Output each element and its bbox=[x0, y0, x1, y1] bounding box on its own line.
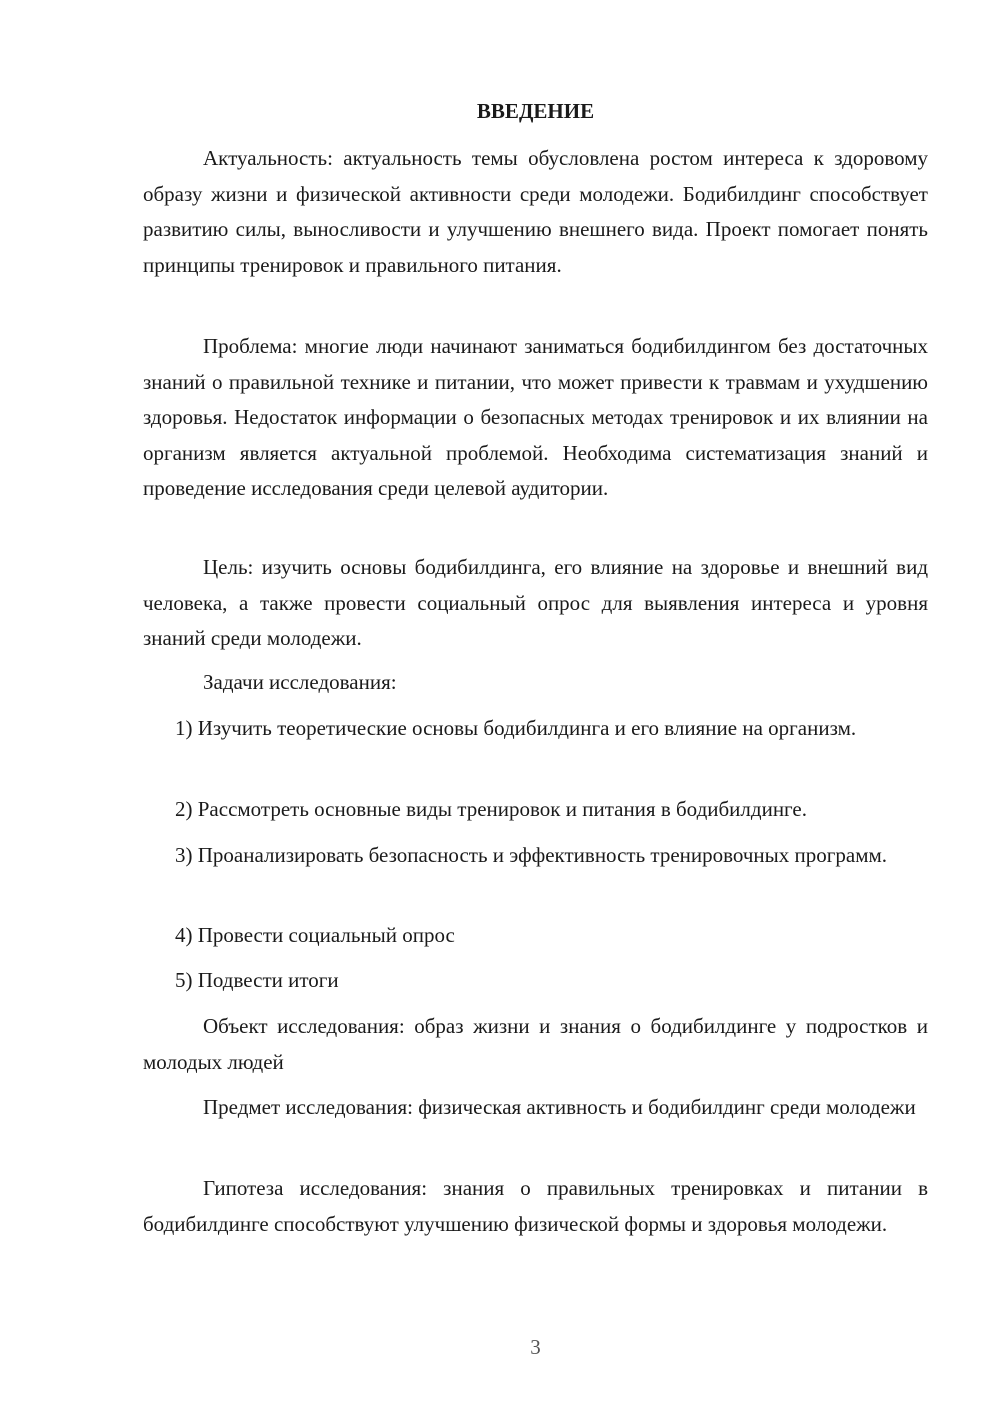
task-item-3: 3) Проанализировать безопасность и эффективность тренировочных программ. bbox=[175, 843, 888, 867]
task-item-2: 2) Рассмотреть основные виды тренировок и питания в бодибилдинге. bbox=[175, 797, 807, 821]
paragraph-subject: Предмет исследования: физическая активность и бодибилдинг среди молодежи bbox=[203, 1095, 916, 1119]
section-title: ВВЕДЕНИЕ bbox=[476, 99, 595, 123]
document-page bbox=[143, 0, 928, 1414]
paragraph-tasks-heading: Задачи исследования: bbox=[203, 670, 397, 694]
paragraph-problem: Проблема: многие люди начинают заниматься бодибилдингом без достаточных знаний о правильной технике и питании, что может привести к травмам и ухудшению здоровья. Недостаток информации о безопасных методах тренировок и их влиянии на организм является актуальной проблемой. Необходима систематизация знаний и проведение исследования среди целевой аудитории. bbox=[143, 334, 928, 500]
paragraph-goal: Цель: изучить основы бодибилдинга, его влияние на здоровье и внешний вид человека, а также провести социальный опрос для выявления интереса и уровня знаний среди молодежи. bbox=[143, 555, 928, 650]
task-item-5: 5) Подвести итоги bbox=[175, 968, 339, 992]
page-number: 3 bbox=[530, 1335, 541, 1359]
task-item-4: 4) Провести социальный опрос bbox=[175, 923, 455, 947]
paragraph-hypothesis: Гипотеза исследования: знания о правильных тренировках и питании в бодибилдинге способствуют улучшению физической формы и здоровья молодежи. bbox=[143, 1176, 928, 1236]
task-item-1: 1) Изучить теоретические основы бодибилдинга и его влияние на организм. bbox=[175, 716, 857, 740]
paragraph-object: Объект исследования: образ жизни и знания о бодибилдинге у подростков и молодых людей bbox=[143, 1014, 928, 1074]
paragraph-relevance: Актуальность: актуальность темы обусловлена ростом интереса к здоровому образу жизни и физической активности среди молодежи. Бодибилдинг способствует развитию силы, выносливости и улучшению внешнего вида. Проект помогает понять принципы тренировок и правильного питания. bbox=[143, 146, 928, 277]
